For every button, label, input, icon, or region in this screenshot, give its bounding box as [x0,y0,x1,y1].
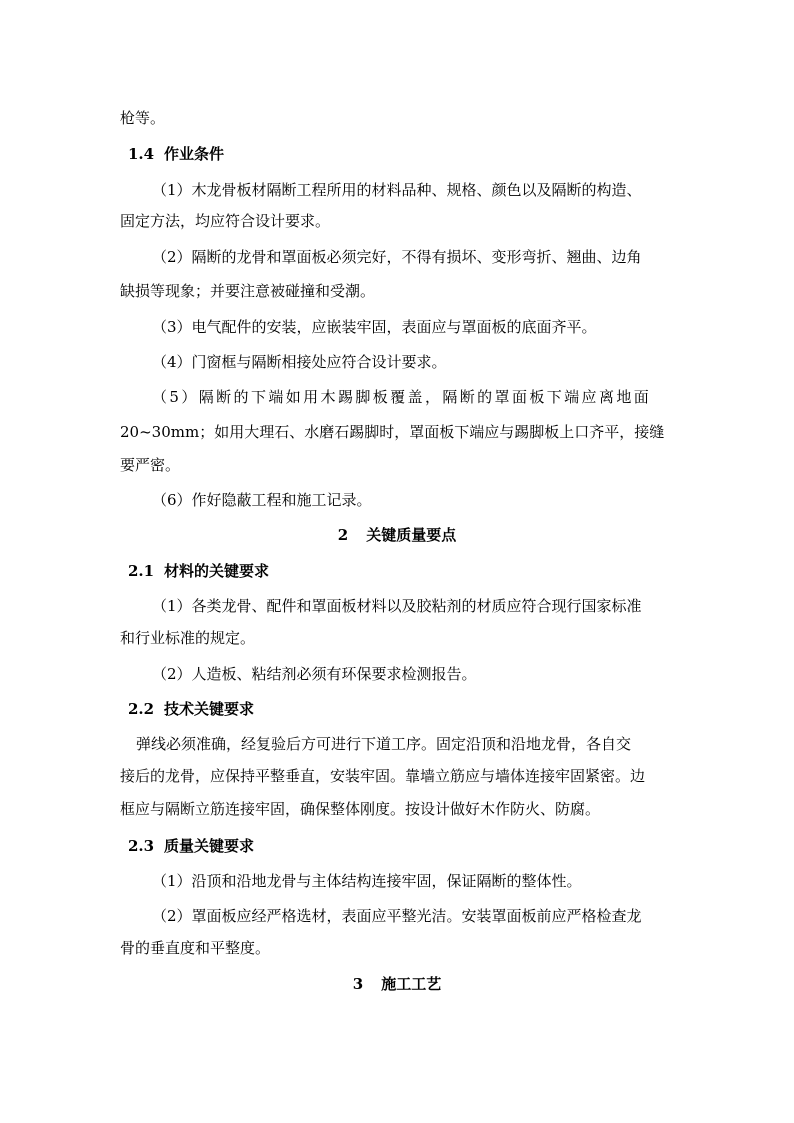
chapter-heading-2 [0,524,794,546]
paragraph-line: （1）木龙骨板材隔断工程所用的材料品种、规格、颜色以及隔断的构造、 [152,181,642,199]
paragraph-line: 和行业标准的规定。 [120,629,256,647]
paragraph-line: （1）各类龙骨、配件和罩面板材料以及胶粘剂的材质应符合现行国家标准 [152,597,642,615]
paragraph-line: （6）作好隐蔽工程和施工记录。 [152,491,372,509]
paragraph-line: 弹线必须准确，经复验后方可进行下道工序。固定沿顶和沿地龙骨，各自交 [136,735,632,753]
paragraph-line: 要严密。 [120,456,181,474]
chapter-title: 施工工艺 [381,975,442,993]
section-number: 2.2 [128,700,155,718]
section-title: 作业条件 [164,145,225,163]
paragraph-line: 枪等。 [120,109,166,127]
chapter-heading-3 [0,973,794,995]
chapter-title: 关键质量要点 [366,526,457,544]
paragraph-line: 骨的垂直度和平整度。 [120,939,271,957]
section-number: 1.4 [128,145,155,163]
paragraph-line: 固定方法，均应符合设计要求。 [120,212,331,230]
paragraph-line: （2）人造板、粘结剂必须有环保要求检测报告。 [152,665,477,683]
paragraph-line: 框应与隔断立筋连接牢固，确保整体刚度。按设计做好木作防火、防腐。 [120,800,601,818]
paragraph-line: （2）罩面板应经严格选材，表面应平整光洁。安装罩面板前应严格检查龙 [152,907,642,925]
paragraph-line: 20~30mm；如用大理石、水磨石踢脚时，罩面板下端应与踢脚板上口齐平，接缝 [120,423,665,441]
section-number: 2.1 [128,562,155,580]
paragraph-line: （5）隔断的下端如用木踢脚板覆盖，隔断的罩面板下端应离地面 [152,388,652,406]
paragraph-line: 接后的龙骨，应保持平整垂直，安装牢固。靠墙立筋应与墙体连接牢固紧密。边 [120,767,646,785]
section-number: 2.3 [128,837,155,855]
section-heading-1-4 [128,143,688,165]
paragraph-line: （3）电气配件的安装，应嵌装牢固，表面应与罩面板的底面齐平。 [152,318,597,336]
paragraph-line: （4）门窗框与隔断相接处应符合设计要求。 [152,353,447,371]
paragraph-line: （1）沿顶和沿地龙骨与主体结构连接牢固，保证隔断的整体性。 [152,872,582,890]
section-title: 材料的关键要求 [164,562,270,580]
section-heading-2-2 [128,698,688,720]
section-title: 质量关键要求 [164,837,255,855]
chapter-number: 2 [337,526,349,544]
paragraph-line: 缺损等现象；并要注意被碰撞和受潮。 [120,282,376,300]
section-heading-2-3 [128,835,688,857]
section-title: 技术关键要求 [164,700,255,718]
section-heading-2-1 [128,560,688,582]
chapter-number: 3 [352,975,364,993]
paragraph-line: （2）隔断的龙骨和罩面板必须完好，不得有损坏、变形弯折、翘曲、边角 [152,248,642,266]
